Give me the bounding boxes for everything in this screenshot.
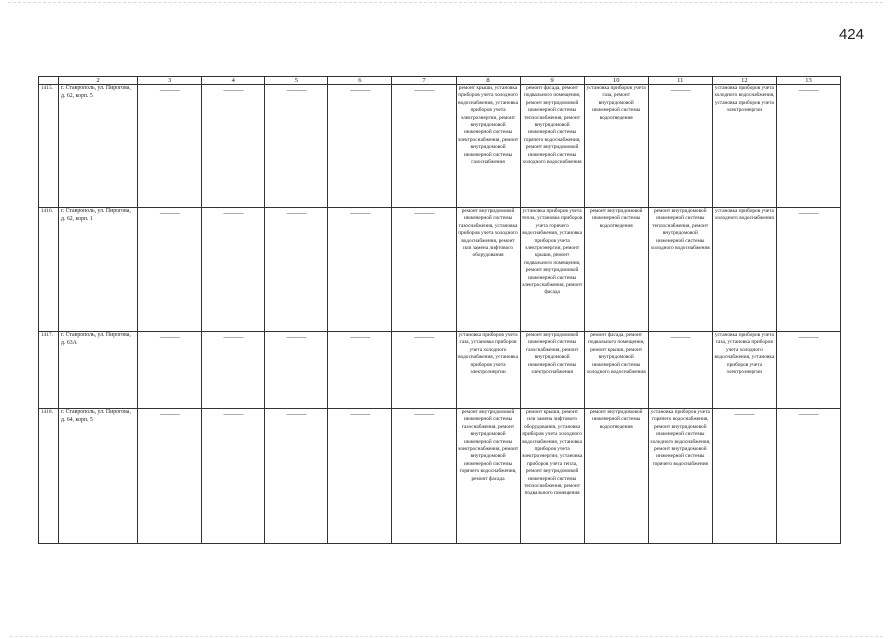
header-cell: 10 [584, 77, 648, 85]
work-cell-col12: установка приборов учета холодного водоснабжения, установка приборов учета электроэнергии [712, 85, 776, 208]
dash-mark: ——— [414, 86, 434, 94]
dash-mark: ——— [159, 410, 180, 418]
empty-cell [328, 332, 392, 409]
work-cell-col10: ремонт фасада, ремонт подвального помещения, ремонт крыши, ремонт внутридомовой инженерной системы холодного водоснабжения [584, 332, 648, 409]
work-cell-col8: ремонт крыши, установка приборов учета холодного водоснабжения, установка приборов учета электроэнергии, ремонт внутридомовой инженерной системы электроснабжения, ремонт внутридомовой инженерной системы газоснабжения [456, 85, 520, 208]
empty-cell [138, 332, 202, 409]
address-cell: г. Ставрополь, ул. Пирогова, д. 62, корп. 1 [59, 208, 138, 332]
work-cell-col8: установка приборов учета газа, установка приборов учета холодного водоснабжения, установка приборов учета электроэнергии [456, 332, 520, 409]
dash-mark: ——— [414, 333, 434, 341]
empty-cell [202, 208, 265, 332]
empty-cell [328, 208, 392, 332]
dash-mark: ——— [798, 333, 819, 341]
row-number: 1418. [39, 409, 59, 544]
dash-mark: ——— [223, 209, 243, 217]
empty-cell [392, 332, 456, 409]
header-cell: 5 [265, 77, 328, 85]
header-cell: 13 [776, 77, 840, 85]
work-cell-col11: установка приборов учета горячего водоснабжения, ремонт внутридомовой инженерной системы холодного водоснабжения, ремонт внутридомовой инженерной системы горячего водоснабжения [648, 409, 712, 544]
empty-cell [265, 409, 328, 544]
scan-bottom-edge [10, 636, 883, 637]
dash-mark: ——— [350, 86, 370, 94]
row-number: 1415. [39, 85, 59, 208]
empty-cell [138, 208, 202, 332]
dash-mark: ——— [286, 410, 307, 418]
empty-cell [265, 208, 328, 332]
work-cell-col9: ремонт внутридомовой инженерной системы газоснабжения, ремонт внутридомовой инженерной системы электроснабжения [520, 332, 584, 409]
dash-mark: ——— [734, 410, 755, 418]
dash-mark: ——— [223, 86, 243, 94]
row-number: 1417. [39, 332, 59, 409]
dash-mark: ——— [286, 86, 307, 94]
work-cell-col13 [776, 208, 840, 332]
work-cell-col11 [648, 332, 712, 409]
address-cell: г. Ставрополь, ул. Пирогова, д. 62, корп. 5 [59, 85, 138, 208]
dash-mark: ——— [414, 410, 434, 418]
work-cell-col10: ремонт внутридомовой инженерной системы водоотведения [584, 409, 648, 544]
work-cell-col11 [648, 85, 712, 208]
header-cell [39, 77, 59, 85]
dash-mark: ——— [159, 209, 180, 217]
page-number: 424 [838, 26, 864, 43]
address-cell: г. Ставрополь, ул. Пирогова, д. 63А [59, 332, 138, 409]
table-row [39, 332, 841, 409]
work-cell-col9: ремонт фасада, ремонт подвального помещения, ремонт внутридомовой инженерной системы теплоснабжения, ремонт внутридомовой инженерной системы горячего водоснабжения, ремонт внутридомовой инженерной системы холодного водоснабжения [520, 85, 584, 208]
work-cell-col13 [776, 332, 840, 409]
dash-mark: ——— [159, 333, 180, 341]
dash-mark: ——— [350, 410, 370, 418]
dash-mark: ——— [798, 86, 819, 94]
work-cell-col13 [776, 409, 840, 544]
row-number: 1416. [39, 208, 59, 332]
empty-cell [265, 332, 328, 409]
empty-cell [392, 85, 456, 208]
work-cell-col10: ремонт внутридомовой инженерной системы водоотведения [584, 208, 648, 332]
header-cell: 7 [392, 77, 456, 85]
work-cell-col12: установка приборов учета газа, установка приборов учета холодного водоснабжения, установка приборов учета электроэнергии [712, 332, 776, 409]
work-cell-col9: установка приборов учета тепла, установка приборов учета горячего водоснабжения, установка приборов учета электроэнергии, ремонт крыши, ремонт подвального помещения, ремонт внутридомовой инженерной системы электроснабжения, ремонт фасада [520, 208, 584, 332]
dash-mark: ——— [223, 333, 243, 341]
table-row [39, 409, 841, 544]
empty-cell [328, 409, 392, 544]
dash-mark: ——— [670, 86, 691, 94]
dash-mark: ——— [286, 209, 307, 217]
table-row [39, 85, 841, 208]
scan-top-edge [8, 2, 883, 3]
empty-cell [265, 85, 328, 208]
empty-cell [202, 85, 265, 208]
table-row [39, 208, 841, 332]
dash-mark: ——— [798, 410, 819, 418]
empty-cell [392, 208, 456, 332]
header-cell: 9 [520, 77, 584, 85]
empty-cell [202, 409, 265, 544]
work-cell-col8: ремонт внутридомовой инженерной системы газоснабжения, ремонт внутридомовой инженерной системы электроснабжения, ремонт внутридомовой инженерной системы горячего водоснабжения, ремонт фасада [456, 409, 520, 544]
dash-mark: ——— [350, 209, 370, 217]
dash-mark: ——— [670, 333, 691, 341]
dash-mark: ——— [350, 333, 370, 341]
empty-cell [202, 332, 265, 409]
empty-cell [138, 409, 202, 544]
header-cell: 8 [456, 77, 520, 85]
work-cell-col9: ремонт крыши, ремонт или замена лифтового оборудования, установка приборов учета холодного водоснабжения, установка приборов учета электроэнергии, установка приборов учета тепла, ремонт внутридомовой инженерной системы теплоснабжения, ремонт подвального помещения [520, 409, 584, 544]
empty-cell [392, 409, 456, 544]
dash-mark: ——— [286, 333, 307, 341]
work-cell-col12: установка приборов учета холодного водоснабжения [712, 208, 776, 332]
work-cell-col8: ремонт внутридомовой инженерной системы газоснабжения, установка приборов учета холодного водоснабжения, ремонт или замена лифтового оборудования [456, 208, 520, 332]
empty-cell [328, 85, 392, 208]
header-cell: 12 [712, 77, 776, 85]
work-cell-col11: ремонт внутридомовой инженерной системы теплоснабжения, ремонт внутридомовой инженерной системы холодного водоснабжения [648, 208, 712, 332]
header-cell: 11 [648, 77, 712, 85]
address-cell: г. Ставрополь, ул. Пирогова, д. 64, корп. 5 [59, 409, 138, 544]
header-cell: 6 [328, 77, 392, 85]
empty-cell [138, 85, 202, 208]
work-cell-col13 [776, 85, 840, 208]
header-cell: 3 [138, 77, 202, 85]
table-header-row [39, 77, 841, 85]
dash-mark: ——— [798, 209, 819, 217]
dash-mark: ——— [223, 410, 243, 418]
work-cell-col12 [712, 409, 776, 544]
dash-mark: ——— [414, 209, 434, 217]
header-cell: 4 [202, 77, 265, 85]
program-table [38, 76, 841, 544]
dash-mark: ——— [159, 86, 180, 94]
work-cell-col10: установка приборов учета газа, ремонт внутридомовой инженерной системы водоотведения [584, 85, 648, 208]
header-cell: 2 [59, 77, 138, 85]
